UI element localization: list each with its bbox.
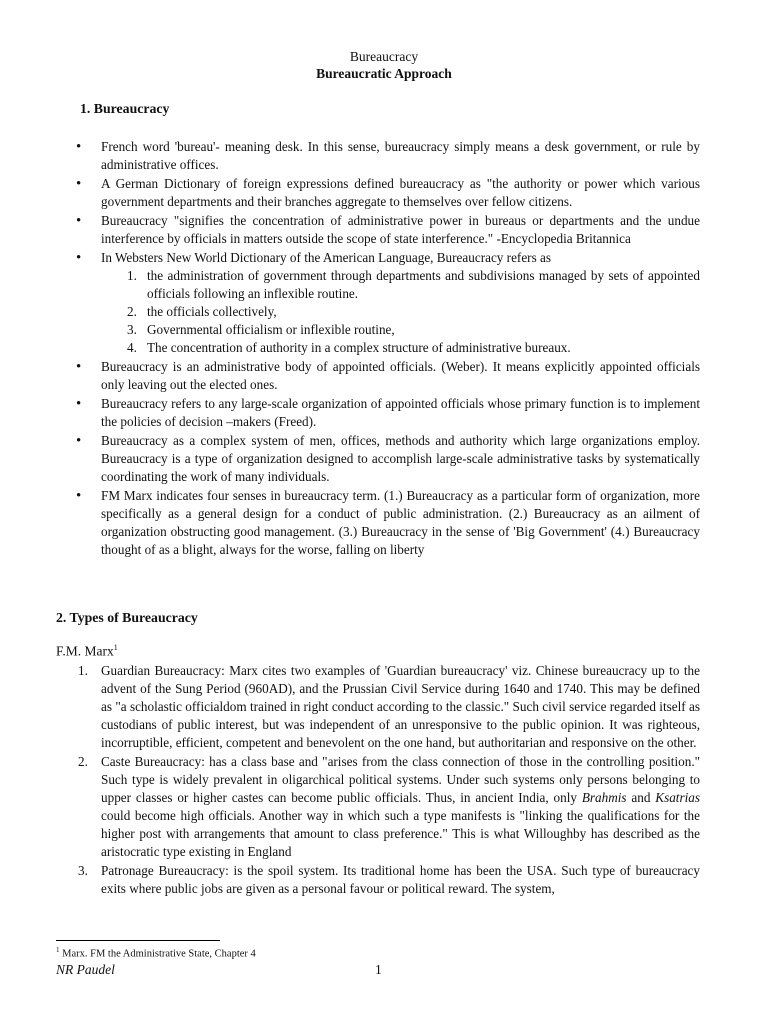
item-number: 2. bbox=[127, 304, 137, 319]
footnote-reference: 1 bbox=[113, 643, 118, 652]
bureaucracy-types-list bbox=[76, 662, 700, 899]
item-number: 1. bbox=[78, 663, 88, 678]
item-text-part: and bbox=[626, 790, 656, 805]
bullet-item bbox=[76, 249, 700, 357]
webster-item bbox=[101, 267, 700, 303]
item-text: the administration of government through departments and subdivisions managed by sets of appointed officials following an inflexible routine. bbox=[147, 268, 700, 301]
emphasis-brahmis: Brahmis bbox=[581, 790, 627, 805]
item-number: 3. bbox=[127, 322, 137, 337]
doc-title: Bureaucracy bbox=[349, 49, 419, 64]
bullet-item: • Bureaucracy is an administrative body of appointed officials. (Weber). It means explicitly appointed officials only leaving out the elected ones. bbox=[76, 358, 700, 394]
bullet-item: • Bureaucracy "signifies the concentration of administrative power in bureaus or departments and the undue interference by officials in matters outside the scope of state interference." -Encyclopedia Britannica bbox=[76, 212, 700, 248]
type-item bbox=[76, 662, 700, 752]
item-number: 2. bbox=[78, 754, 88, 769]
item-text-part: could become high officials. Another way in which such a type manifests is "linking the qualifications for the higher post with arrangements that amount to class preference." This is what Willoughby has described as the aristocratic type existing in England bbox=[101, 808, 700, 859]
item-text: Patronage Bureaucracy: is the spoil system. Its traditional home has been the USA. Such type of bureaucracy exits where public jobs are given as a personal favour or political reward. The system, bbox=[101, 863, 700, 896]
item-text-part: Caste Bureaucracy: has a class base and "arises from the class connection of those in the controlling position." Such type is widely prevalent in oligarchical political systems. Under such systems only persons belonging to upper classes or higher castes can become public officials. Thus, in ancient India, only bbox=[101, 754, 700, 805]
definition-bullet-list bbox=[76, 138, 700, 560]
footer-author: NR Paudel bbox=[56, 962, 115, 977]
footnote bbox=[56, 946, 256, 960]
webster-item bbox=[101, 321, 700, 339]
webster-intro: In Websters New World Dictionary of the American Language, Bureaucracy refers as bbox=[101, 250, 551, 265]
footnote-divider bbox=[56, 940, 220, 941]
page-number: 1 bbox=[375, 962, 382, 977]
footnote-text: Marx. FM the Administrative State, Chapter 4 bbox=[59, 948, 256, 960]
item-text: Governmental officialism or inflexible routine, bbox=[147, 322, 395, 337]
section-heading-types: 2. Types of Bureaucracy bbox=[56, 610, 198, 625]
fm-marx-label bbox=[56, 643, 118, 660]
webster-item bbox=[101, 303, 700, 321]
footnote-number: 1 bbox=[56, 946, 60, 954]
bullet-item: • Bureaucracy as a complex system of men, offices, methods and authority which large organizations employ. Bureaucracy is a type of organization designed to accomplish large-scale administrative tasks by systematically coordinating the work of many individuals. bbox=[76, 432, 700, 486]
item-text: the officials collectively, bbox=[147, 304, 277, 319]
bullet-item: • A German Dictionary of foreign expressions defined bureaucracy as "the authority or power which various government departments and their branches aggregate to themselves over fellow citizens. bbox=[76, 175, 700, 211]
bullet-item: • Bureaucracy refers to any large-scale organization of appointed officials whose primary function is to implement the policies of decision –makers (Freed). bbox=[76, 395, 700, 431]
doc-subtitle: Bureaucratic Approach bbox=[316, 66, 452, 81]
emphasis-ksatrias: Ksatrias bbox=[655, 790, 700, 805]
author-label: F.M. Marx bbox=[56, 643, 114, 659]
bullet-item: • French word 'bureau'- meaning desk. In this sense, bureaucracy simply means a desk government, or rule by administrative offices. bbox=[76, 138, 700, 174]
item-number: 1. bbox=[127, 268, 137, 283]
webster-definition-list bbox=[101, 267, 700, 357]
webster-item bbox=[101, 339, 700, 357]
type-item bbox=[76, 862, 700, 898]
item-text: The concentration of authority in a complex structure of administrative bureaux. bbox=[147, 340, 571, 355]
item-number: 4. bbox=[127, 340, 137, 355]
type-item bbox=[76, 753, 700, 861]
item-number: 3. bbox=[78, 863, 88, 878]
item-text: Guardian Bureaucracy: Marx cites two examples of 'Guardian bureaucracy' viz. Chinese bureaucracy up to the advent of the Sung Period (960AD), and the Prussian Civil Service during 1640 and 1740. This may be defined as "a scholastic officialdom trained in right conduct according to the classic." Such civil service regarded itself as custodians of public interest, but was independent of an unresponsive to the public opinion. It was righteous, incorruptible, efficient, competent and benevolent on the one hand, but authoritarian and responsive on the other. bbox=[101, 663, 700, 750]
bullet-item: • FM Marx indicates four senses in bureaucracy term. (1.) Bureaucracy as a particular form of organization, more specifically as a general design for a conduct of public administration. (2.) Bureaucracy as an ailment of organization obstructing good management. (3.) Bureaucracy in the sense of 'Big Government' (4.) Bureaucracy thought of as a blight, always for the worse, falling on liberty bbox=[76, 487, 700, 559]
section-heading-bureaucracy: 1. Bureaucracy bbox=[80, 101, 170, 116]
